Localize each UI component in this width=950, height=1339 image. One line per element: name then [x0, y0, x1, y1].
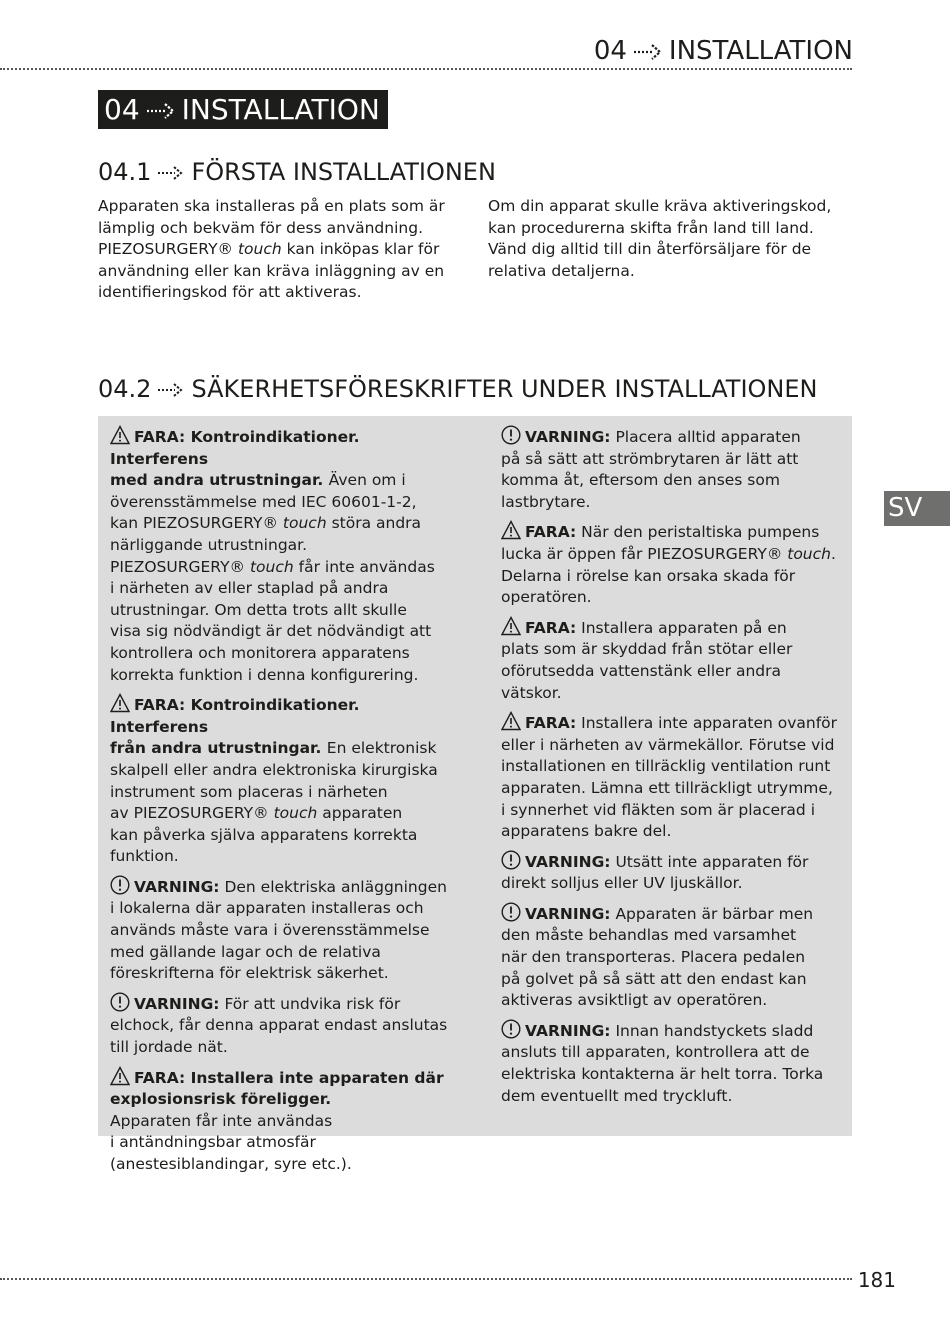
warning-triangle-icon	[501, 711, 521, 731]
body-line: PIEZOSURGERY® touch kan inköpas klar för	[98, 240, 440, 259]
notice-line: FARA: När den peristaltiska pumpens	[501, 520, 846, 544]
notice-line: lucka är öppen får PIEZOSURGERY® touch.	[501, 544, 836, 563]
notice-line: till jordade nät.	[110, 1038, 228, 1057]
notice-line: den måste behandlas med varsamhet	[501, 926, 797, 945]
dotted-arrow-icon	[633, 43, 663, 61]
footer-rule	[0, 1278, 852, 1280]
exclamation-circle-icon	[501, 902, 521, 922]
notice-line: utrustningar. Om detta trots allt skulle	[110, 600, 407, 619]
notice-line: i närheten av eller staplad på andra	[110, 579, 389, 598]
section-1-right-column	[488, 196, 848, 282]
notice-line: direkt solljus eller UV ljuskällor.	[501, 874, 743, 893]
body-line: identifieringskod för att aktiveras.	[98, 283, 362, 302]
danger-notice	[110, 1066, 460, 1176]
body-line: kan procedurerna skifta från land till land.	[488, 218, 814, 237]
notice-line: överensstämmelse med IEC 60601-1-2,	[110, 492, 417, 511]
dotted-arrow-icon	[157, 381, 185, 399]
notice-line: (anestesiblandingar, syre etc.).	[110, 1155, 352, 1173]
notice-line: med andra utrustningar. Även om i	[110, 471, 406, 490]
danger-notice	[110, 693, 460, 868]
notice-line: elektriska kontakterna är helt torra. Torka	[501, 1065, 824, 1084]
chapter-title-text: INSTALLATION	[181, 93, 380, 126]
notice-line: ansluts till apparaten, kontrollera att de	[501, 1043, 810, 1062]
section-1-title: 04.1 FÖRSTA INSTALLATIONEN	[98, 158, 496, 186]
body-line: Apparaten ska installeras på en plats som är	[98, 197, 445, 215]
notice-line: från andra utrustningar. En elektronisk	[110, 739, 437, 758]
exclamation-circle-icon	[110, 875, 130, 895]
notice-line: VARNING: Den elektriska anläggningen	[110, 875, 460, 899]
warning-triangle-icon	[110, 693, 130, 713]
notice-line: oförutsedda vattenstänk eller andra	[501, 661, 781, 680]
notice-line: Apparaten får inte användas	[110, 1111, 333, 1130]
exclamation-circle-icon	[110, 992, 130, 1012]
warning-triangle-icon	[501, 616, 521, 636]
section-1-left-column	[98, 196, 470, 304]
notice-line: FARA: Installera apparaten på en	[501, 616, 846, 640]
notice-line: FARA: Installera inte apparaten ovanför	[501, 711, 846, 735]
notice-line: på golvet på så sätt att den endast kan	[501, 969, 807, 988]
notice-line: används måste vara i överensstämmelse	[110, 921, 430, 940]
body-line: relativa detaljerna.	[488, 261, 635, 280]
danger-notice	[501, 520, 846, 608]
notice-line: apparatens bakre del.	[501, 822, 672, 841]
notice-line: i antändningsbar atmosfär	[110, 1133, 316, 1152]
exclamation-circle-icon	[501, 425, 521, 445]
notice-line: närliggande utrustningar.	[110, 535, 308, 554]
language-tab: SV	[884, 491, 950, 526]
safety-right-column	[501, 425, 846, 1114]
safety-left-column	[110, 425, 460, 1183]
danger-notice	[501, 711, 846, 843]
notice-line: lastbrytare.	[501, 492, 591, 511]
body-line: Om din apparat skulle kräva aktiveringskod,	[488, 197, 832, 215]
notice-line: apparaten. Lämna ett tillräckligt utrymme,	[501, 778, 833, 797]
notice-line: kan PIEZOSURGERY® touch störa andra	[110, 514, 422, 533]
exclamation-circle-icon	[501, 1019, 521, 1039]
notice-line: visa sig nödvändigt är det nödvändigt att	[110, 622, 432, 641]
notice-line: skalpell eller andra elektroniska kirurgiska	[110, 760, 438, 779]
notice-line: instrument som placeras i närheten	[110, 782, 388, 801]
notice-line: FARA: Kontroindikationer. Interferens	[110, 425, 460, 470]
warning-notice	[501, 902, 846, 1012]
warning-triangle-icon	[501, 520, 521, 540]
notice-line: VARNING: Utsätt inte apparaten för	[501, 850, 846, 874]
notice-line: komma åt, eftersom den anses som	[501, 471, 780, 490]
notice-line: föreskrifterna för elektrisk säkerhet.	[110, 964, 389, 983]
notice-line: korrekta funktion i denna konfigurering.	[110, 665, 419, 684]
notice-line: PIEZOSURGERY® touch får inte användas	[110, 557, 435, 576]
notice-line: elchock, får denna apparat endast anslutas	[110, 1016, 448, 1035]
header-title: INSTALLATION	[668, 36, 853, 66]
warning-notice	[110, 875, 460, 985]
warning-notice	[110, 992, 460, 1059]
notice-line: VARNING: Apparaten är bärbar men	[501, 902, 846, 926]
danger-notice	[501, 616, 846, 704]
notice-line: FARA: Kontroindikationer. Interferens	[110, 693, 460, 738]
notice-line: operatören.	[501, 588, 592, 607]
warning-notice	[501, 425, 846, 513]
notice-line: kontrollera och monitorera apparatens	[110, 643, 410, 662]
header-number: 04	[593, 36, 627, 66]
notice-line: VARNING: För att undvika risk för	[110, 992, 460, 1016]
notice-line: kan påverka själva apparatens korrekta	[110, 825, 418, 844]
warning-triangle-icon	[110, 425, 130, 445]
notice-line: VARNING: Placera alltid apparaten	[501, 425, 846, 449]
notice-line: explosionsrisk föreligger.	[110, 1090, 332, 1109]
notice-line: VARNING: Innan handstyckets sladd	[501, 1019, 846, 1043]
notice-line: av PIEZOSURGERY® touch apparaten	[110, 804, 403, 823]
page-number: 181	[857, 1268, 896, 1292]
notice-line: dem eventuellt med tryckluft.	[501, 1086, 733, 1105]
dotted-arrow-icon	[157, 164, 185, 182]
warning-triangle-icon	[110, 1066, 130, 1086]
section-2-title: 04.2 SÄKERHETSFÖRESKRIFTER UNDER INSTALLATIONEN	[98, 375, 818, 403]
body-line: lämplig och bekväm för dess användning.	[98, 218, 423, 237]
exclamation-circle-icon	[501, 850, 521, 870]
notice-line: installationen en tillräcklig ventilation runt	[501, 757, 831, 776]
body-line: användning eller kan kräva inläggning av en	[98, 261, 445, 280]
notice-line: med gällande lagar och de relativa	[110, 942, 381, 961]
body-line: Vänd dig alltid till din återförsäljare för de	[488, 240, 812, 259]
notice-line: aktiveras avsiktligt av operatören.	[501, 991, 768, 1010]
safety-box	[98, 416, 852, 1173]
notice-line: när den transporteras. Placera pedalen	[501, 948, 806, 967]
notice-line: vätskor.	[501, 683, 562, 702]
notice-line: funktion.	[110, 847, 179, 866]
warning-notice	[501, 850, 846, 895]
running-header	[594, 34, 853, 68]
notice-line: Delarna i rörelse kan orsaka skada för	[501, 566, 796, 585]
notice-line: FARA: Installera inte apparaten där	[110, 1066, 460, 1090]
header-rule	[0, 68, 852, 70]
notice-line: i synnerhet vid fläkten som är placerad i	[501, 800, 816, 819]
notice-line: eller i närheten av värmekällor. Förutse vid	[501, 735, 835, 754]
chapter-title	[98, 90, 388, 129]
notice-line: på så sätt att strömbrytaren är lätt att	[501, 449, 799, 468]
danger-notice	[110, 425, 460, 686]
notice-line: plats som är skyddad från stötar eller	[501, 640, 793, 659]
chapter-number: 04	[104, 93, 140, 126]
notice-line: i lokalerna där apparaten installeras och	[110, 899, 424, 918]
dotted-arrow-icon	[146, 102, 176, 120]
warning-notice	[501, 1019, 846, 1107]
